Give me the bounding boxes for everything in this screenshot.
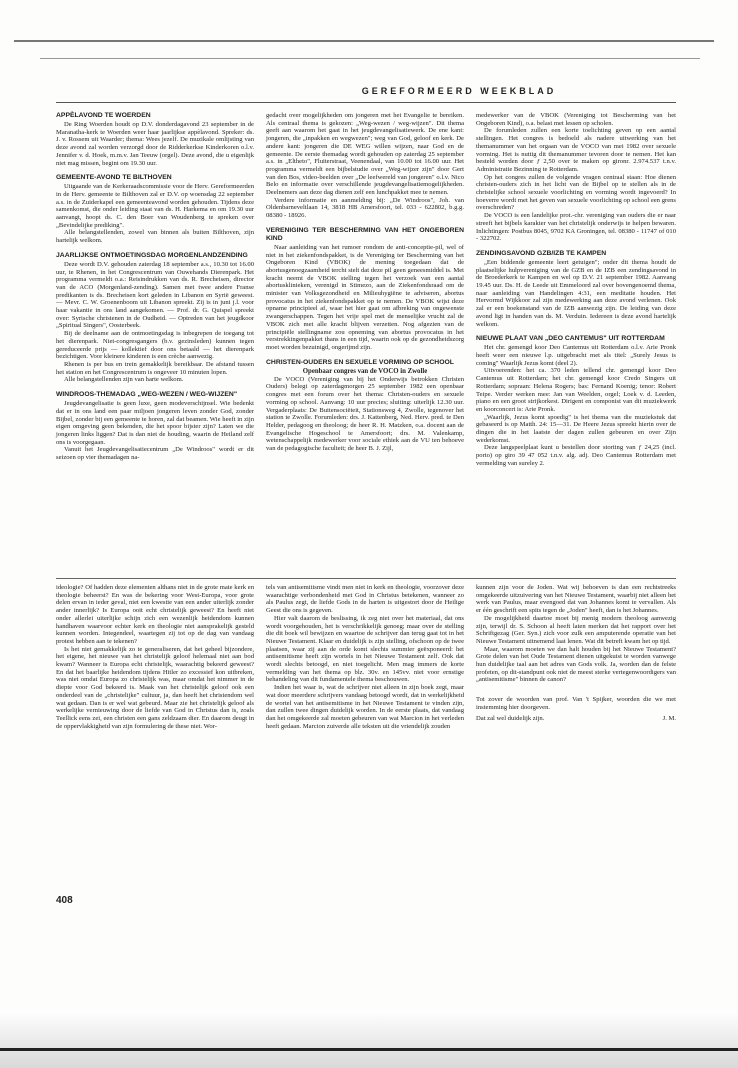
article-heading: ZENDINGSAVOND GZB/IZB TE KAMPEN bbox=[476, 249, 607, 257]
article-paragraph: Alle belangstellenden, zowel van binnen als buiten Bilthoven, zijn hartelijk welkom. bbox=[56, 229, 254, 245]
column-2 bbox=[266, 112, 464, 453]
article-paragraph: „Waarlijk, Jezus komt spoedig" is het thema van die muziekstuk dat gebaseerd is op Matth. 24: 15—31. De Heere Jezus spreekt hierin over de dingen die in het laatste der dagen zullen gebeuren en over Zijn wederkomst. bbox=[476, 413, 676, 444]
article-paragraph: Het chr. gemengd koor Deo Cantemus uit Rotterdam o.l.v. Arie Pronk heeft weer een nieuwe l.p. uitgebracht met als titel: „Surely Jesus is coming" Waarlijk Jezus komt (deel 2). bbox=[476, 344, 676, 367]
closing-paragraph: Tot zover de woorden van prof. Van 't Spijker, woorden die we met instemming hier doorgeven. bbox=[476, 696, 676, 711]
article-paragraph: Vanuit het Jeugdevangelisatiecentrum „De Windroos" wordt er dit seizoen op vier themadagen na- bbox=[56, 446, 254, 462]
article-paragraph: Deze wordt D.V. gehouden zaterdag 18 september a.s., 10.30 tot 16.00 uur, te Rhenen, in het Congrescentrum van Ouwehands Dierenpark. Het programma vermeldt o.a.: Reisindrukken van ds. R. Brecheisen, director van de ACO (Morgenland-zending). Samen met twee andere Franse predikanten is ds. Brecheisen kort geleden in Libanon en Syrië geweest. — Mevr. C. W. Groenenboom uit Libanon spreekt. Zij is in juni j.l. voor haar vakantie in ons land aangekomen. — Prof. dr. G. Quispel spreekt over: Syrische christenen in de Oudheid. — Optreden van het jeugdkoor „Spiritual Singers", Oosterbeek. bbox=[56, 260, 254, 330]
article-heading: WINDROOS-THEMADAG „WEG-WEZEN / WEG-WIJZEN" bbox=[56, 391, 238, 399]
article-paragraph: Verdere informatie en aanmelding bij: „De Windroos", Joh. van Oldenbarneveltlaan 14, 3818 HB Amersfoort, tel. 033 - 622802, b.g.g. 08380 - 18926. bbox=[266, 196, 464, 220]
article-paragraph: gedacht over mogelijkheden om jongeren met het Evangelie te bereiken. Als centraal thema is gekozen: „Weg-wezen / weg-wijzen". Dit thema geeft aan waarom het gaat in het jeugdevangelisatiewerk. De ene kant: jongeren, die „inpakken en wegwezen"; weg van God, geloof en kerk. De andere kant: jongeren die DE WEG willen wijzen, naar God en de gemeente. De eerste themadag wordt gehouden op zaterdag 25 september a.s. in „Eltheto", Fluiterstraat, Veenendaal, van 10.00 tot 16.00 uur. Het programma vermeldt een bijbelstudie over „Weg-wijzer zijn" door Gert van den Bos, video-beelden over „De leefwereld van jongeren" o.l.v. Nico Belo en informatie over verschillende jeugdevangelisatiemogelijkheden. Deelnemers aan deze dag dienen zelf een lunchpakket mee te nemen. bbox=[266, 112, 464, 197]
article-paragraph: Deze langspeelplaat kunt u bestellen door storting van ƒ 24,25 (incl. porto) op giro 39 47 052 t.n.v. alg. adj. Deo Cantemus Rotterdam met vermelding van sureley 2. bbox=[476, 444, 676, 467]
article-paragraph: Jeugdevangelisatie is geen luxe, geen modeverschijnsel. Wie bedenkt dat er in ons land een paar miljoen jongeren leven zonder God, zonder Bijbel, zonder bij een gemeente te horen, zal dat beamen. Wie heeft in zijn eigen omgeving geen bekenden, die het spoor bijster zijn? Laten we die jongeren links liggen? Dat is dan niet de houding, waarin de Heiland zelf ons is voorgegaan. bbox=[56, 400, 254, 446]
scan-edge-line bbox=[14, 40, 714, 42]
article-paragraph: ideologie? Of hadden deze elementen althans niet in de grote mate kerk en theologie beheerst? En was de bekering voor West-Europa, voor grote delen ervan in ieder geval, niet een kwestie van een ander uiterlijk zonder ander innerlijk? Is Europa ooit echt christelijk geweest? En heeft niet onder allerlei uiterlijke schijn zich een wezenlijk heidendom kunnen handhaven waarvoor echter kerk en theologie niet aansprakelijk gesteld kunnen worden. Integendeel, waartegen zij tot op de dag van vandaag protest hebben aan te tekenen? bbox=[56, 584, 254, 645]
page-number: 408 bbox=[56, 895, 73, 906]
article-paragraph: De forumleden zullen een korte toelichting geven op een aantal stellingen. Het congres is bedoeld als nadere uitwerking van het themanummer van het orgaan van de VOCO van mei 1982 over sexuele vorming. Het is nuttig dit themanummer tevoren door te nemen. Het kan besteld worden door ƒ 2,50 over te maken op gironr. 2.974.537 t.n.v. Administratie Bezinning te Rotterdam. bbox=[476, 127, 676, 173]
scan-bottom-shadow bbox=[0, 1010, 738, 1068]
lower-column-3 bbox=[476, 584, 676, 722]
article-paragraph: De VOCO (Vereniging van bij het Onderwijs betrokken Christen Ouders) belegt op zaterdagmorgen 25 september 1982 een openbaar congres met een forum over het thema: Christen-ouders en sexuele vorming op school. Aanvang: 10 uur precies; sluiting: uiterlijk 12.30 uur. Vergaderplaats: De Buitensociëteit, Stationsweg 4, Zwolle, tegenover het station te Zwolle. Forumleden: drs. J. Kattenberg, Ned. Herv. pred. te Den Helder, pedagoog en theoloog; de heer R. H. Matzken, o.a. docent aan de Evangelische Hogeschool te Amersfoort; drs. M. Valenkamp, wetenschappelijk medewerker voor sociale ethiek aan de VU ten behoeve van de pedagogische faculteit; de heer B. J. Zijl, bbox=[266, 375, 464, 453]
article-heading: CHRISTEN-OUDERS EN SEXUELE VORMING OP SCHOOL bbox=[266, 358, 454, 366]
article-paragraph: tels van antisemitisme vindt men niet in kerk en theologie, voorzover deze waarachtige verbondenheid met God in Christus betekenen, wanneer zo als Paulus zegt, de liefde Gods in de harten is uitgestort door de Heilige Geest die ons is gegeven. bbox=[266, 584, 464, 615]
article-heading: GEMEENTE-AVOND TE BILTHOVEN bbox=[56, 174, 172, 182]
article-paragraph: Hier valt daarom de beslissing, ik zeg niet over het materiaal, dat ons wordt voorgehouden, het is verschrikkelijk genoeg; maar over de stelling die dit boek wil bewijzen en waartoe de schrijver dan terug gaat tot in het Nieuwe Testament. Klaar en duidelijk is zijn stelling, ofschoon op de twee plaatsen, waar zij aan de orde komt slechts summier geëxponeerd: het antisemitisme heeft zijn wortels in het Nieuwe Testament zelf. Ook dat wordt slechts betoogd, en niet toegelicht. Men mag immers de korte vermelding van het thema op blz. 30v. en 145vv. niet voor ernstige behandeling van dit fundamentele thema beschouwen. bbox=[266, 614, 464, 684]
article-paragraph: Rhenen is per bus en trein gemakkelijk bereikbaar. De afstand tussen het station en het Congrescentrum is ongeveer 10 minuten lopen. bbox=[56, 360, 254, 376]
article-subheading: Openbaar congres van de VOCO in Zwolle bbox=[302, 367, 428, 375]
header-rule bbox=[56, 102, 676, 103]
article-paragraph: „Een biddende gemeente leert getuigen"; onder dit thema houdt de plaatselijke hulpvereniging van de GZB en de IZB een zendingsavond in de Broederkerk te Kampen en wel op D.V. 21 september 1982. Aanvang 19.45 uur. Ds. H. de Leede uit Emmeloord zal over bovengenoemd thema, naar aanleiding van Handelingen 4:31, een meditatie houden. Het Hervormd Wijkkoor zal zijn medewerking aan deze avond verlenen. Ook zal er een boekenstand van de IZB aanwezig zijn. De leiding van deze avond ligt in handen van ds. M. Verduin. Iedereen is deze avond hartelijk welkom. bbox=[476, 258, 676, 328]
article-paragraph: Op het congres zullen de volgende vragen centraal staan: Hoe dienen christen-ouders zich in het licht van de Bijbel op te stellen als in de christelijke school sexuele voorlichting en vorming wordt ingevoerd? In hoeverre wordt met het geven van sexuele voorlichting op school een grens overschreden? bbox=[476, 173, 676, 212]
article-paragraph: Is het niet gemakkelijk zo te generaliseren, dat het geheel bijzondere, het eigene, het nieuwe van het christelijk geloof helemaal niet aan bod kwam? Wanneer is Europa echt christelijk, waarachtig bekeerd geweest? En dat het baarlijke heidendom tijdens Hitler zo excessief kon uitbreken, was niet omdat Europa zo christelijk was, maar omdat het nimmer in de diepte voor God bekeerd is. Maak van het christelijk geloof ook een onderdeel van de „christelijke" cultuur, ja, dan heeft het christendom wel wat gedaan. Dan is er wel wat gebeurd. Maar zie het christelijk geloof als werkelijke vernieuwing door de liefde van God in Christus dan is, zoals Teellick eens zei, een christen een gans zeldzaam dier. En daarom deugt in de oppervlakkigheid van zijn formulering de these niet. Wor- bbox=[56, 645, 254, 730]
article-heading: JAARLIJKSE ONTMOETINGSDAG MORGENLANDZENDING bbox=[56, 251, 248, 259]
article-paragraph: Alle belangstellenden zijn van harte welkom. bbox=[64, 376, 184, 384]
publication-title: GEREFORMEERD WEEKBLAD bbox=[361, 86, 557, 96]
article-paragraph: Naar aanleiding van het rumoer rondom de anti-conceptie-pil, wel of niet in het ziekenfondspakket, is de Vereniging ter Bescherming van het Ongeboren Kind (VBOK) de mening toegedaan dat de abortusgenoegzaamheid tercht stelt dat deze pil geen geneesmiddel is. Met kracht neemt de VBOK stelling tegen het verzoek van een aantal abortusklinieken, verenigd in Stimezo, aan de Ziekenfondsraad om de minister van Volksgezondheid en Milieuhygiëne te adviseren, abortus provocatus in het ziekenfondspakket op te nemen. De VBOK wijst deze opname principieel af, waar het hier gaat om afbreking van ongewenste zwangerschappen. Tegen het vrije spel met de menselijke vrucht zal de VBOK zich met alle kracht blijven verzetten. Nog afgezien van de principiële stellingname zou opneming van abortus provocatus in het verstrekkingenpakket thans in een tijd, waarin ook op de gezondheidszorg moet worden bezuinigd, ongerijmd zijn. bbox=[266, 243, 464, 351]
author-initials: J. M. bbox=[662, 714, 676, 722]
article-paragraph: Uitvoerenden: het ca. 370 leden tellend chr. gemengd koor Deo Cantemus uit Rotterdam; het chr. gemengd koor Credo Singers uit Rotterdam; sopraan: Helena Rogers; bas: Fernand Koenig; tenor: Robert Teipe. Verder werken mee: Jan van Weelden, orgel; Loek v. d. Leeden, piano en een groot strijkorkest. Dirigent en componist van dit muziekwerk en koorconcert is: Arie Pronk. bbox=[476, 367, 676, 413]
article-paragraph: Maar, waarom moeten we dan halt houden bij het Nieuwe Testament? Grote delen van het Oude Testament dienen uitgekuist te worden vanwege hun duidelijke taal aan het adres van Gods volk. Ja, worden dan de felste profeten, op dit-standpunt ook niet de meest sterke vertegenwoordigers van „antisemitisme" binnen de canon? bbox=[476, 645, 676, 684]
scan-edge-line-2 bbox=[40, 58, 700, 59]
column-3 bbox=[476, 112, 676, 468]
scan-bottom-edge bbox=[0, 1048, 738, 1051]
article-paragraph: Uitgaande van de Kerkeraadscommissie voor de Herv. Gereformeerden in de Herv. gemeente te Bilthoven zal er D.V. op woensdag 22 september a.s. in de Zuiderkapel een gemeenteavond worden gehouden. Tijdens deze samenkomst, die onder leiding staat van ds. H. Harkema en om 19.30 uur aanvangt, hoopt ds. C. den Boer van Woudenberg te spreken over „Bevindelijke prediking". bbox=[56, 183, 254, 229]
article-paragraph: Indien het waar is, wat de schrijver niet alleen in zijn boek zegt, maar wat door meerdere schrijvers vandaag betoogd wordt, dat in werkelijkheid de wortel van het antisemitisme in het Nieuwe Testament te vinden zijn, dan zullen twee dingen duidelijk worden. In de eerste plaats, dat vandaag dan het omgekeerde zal moeten gebeuren van wat Marcion in het verleden heeft gedaan. Marcion zuiverde alle teksten uit die vriendelijk zouden bbox=[266, 684, 464, 730]
article-heading: NIEUWE PLAAT VAN „DEO CANTEMUS" UIT ROTTERDAM bbox=[476, 335, 665, 343]
running-header bbox=[0, 86, 738, 96]
article-heading: VERENIGING TER BESCHERMING VAN HET ONGEBOREN KIND bbox=[266, 226, 464, 242]
lower-column-2 bbox=[266, 584, 464, 730]
article-paragraph: De VOCO is een landelijke prot.-chr. vereniging van ouders die er naar streeft het bijbels karakter van het christelijk onderwijs te helpen bewaren. Inlichtingen: Postbus 8045, 9702 KA Groningen, tel. 08380 - 11747 of 010 - 322702. bbox=[476, 212, 676, 243]
section-divider bbox=[56, 578, 676, 579]
article-paragraph: De Ring Woerden houdt op D.V. donderdagavond 23 september in de Maranatha-kerk te Woerden weer haar jaarlijkse appèlavond. Spreker: ds. J. v. Rossem uit Waarder; thema: Wees jezelf. De muzikale omlijsting van deze avond zal worden verzorgd door de Ridderkerkse Kinderkoren o.l.v. Jennifer v. d. Hoek, m.m.v. Jan Teeuw (orgel). Deze avond, die u eigenlijk niet mag missen, begint om 19.30 uur. bbox=[56, 121, 254, 167]
article-paragraph: medewerker van de VBOK (Vereniging tot Bescherming van het Ongeboren Kind), o.a. belast met lessen op scholen. bbox=[476, 112, 676, 127]
closing-line: Dat zal wel duidelijk zijn. bbox=[476, 714, 545, 722]
article-paragraph: kunnen zijn voor de Joden. Wat wij behoeven is dan een rechtstreeks omgekeerde uitzuivering van het Nieuwe Testament, waarbij niet alleen het werk van Paulus, maar evengoed dat van Johannes komt te vervallen. Als er één geschrift een spits tegen de „Joden" heeft, dan is het Johannes. bbox=[476, 584, 676, 615]
signature-row bbox=[476, 715, 676, 723]
column-1 bbox=[56, 112, 254, 462]
article-heading: APPÈLAVOND TE WOERDEN bbox=[56, 112, 151, 119]
lower-column-1 bbox=[56, 584, 254, 730]
article-paragraph: Bij de deelname aan de ontmoetingsdag is inbegrepen de toegang tot het dierenpark. Niet-congresgangers (b.v. gezinsleden) kunnen tegen gereduceerde prijs — kollektief door ons betaald — het dierenpark bezichtigen. Voor kleinere kinderen is een crèche aanwezig. bbox=[56, 330, 254, 361]
article-paragraph: De mogelijkheid daartoe moet bij menig modern theoloog aanwezig zijn, terwijl dr. S. Schoon al heeft laten merken dat het rapport over het Schriftgezag (Ger. Syn.) zich voor zulk een amputerende operatie van het Nieuwe Testament uitnemend laat lenen. Wat dit betreft kwam het op tijd. bbox=[476, 614, 676, 645]
